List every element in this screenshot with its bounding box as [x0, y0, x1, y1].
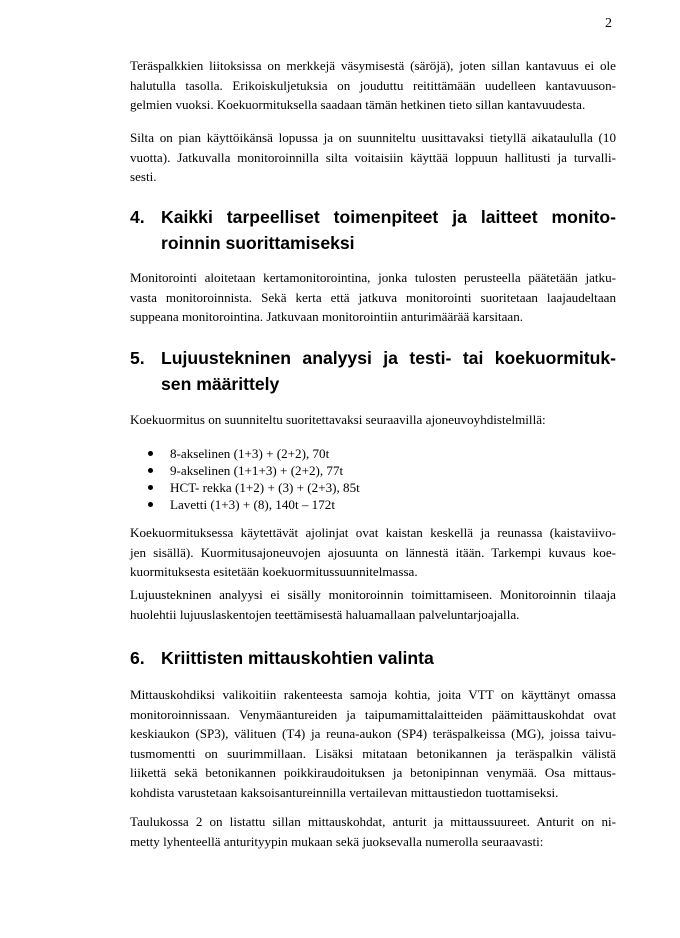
- bullet-icon: [148, 451, 153, 456]
- page-number: 2: [605, 16, 612, 31]
- bullet-icon: [148, 485, 153, 490]
- heading-line: sen määrittely: [161, 374, 280, 394]
- list-item-text: HCT- rekka (1+2) + (3) + (2+3), 85t: [170, 480, 360, 495]
- section-heading-6: [130, 645, 616, 671]
- list-item-text: 8-akselinen (1+3) + (2+2), 70t: [170, 446, 330, 461]
- text-line: monitoroinnissaan. Venymäantureiden ja taipumamittalaitteiden päämittauskohdat ovat: [130, 706, 616, 722]
- section-number: 5.: [130, 348, 145, 368]
- text-line: vasta monitoroinnista. Sekä kerta että jatkuva monitorointi suoritetaan laajaudeltaan: [130, 289, 616, 305]
- paragraph-fatigue: [130, 56, 616, 115]
- vehicle-list: [130, 445, 616, 513]
- list-item: [130, 479, 616, 496]
- text-line: metty lyhenteellä anturityypin mukaan sekä juoksevalla numerolla seuraavasti:: [130, 833, 544, 849]
- heading-line: Kaikki tarpeelliset toimenpiteet ja laitteet monito-: [161, 207, 616, 227]
- bullet-icon: [148, 468, 153, 473]
- paragraph-monitoring: [130, 268, 616, 327]
- text-line: gelmien vuoksi. Koekuormituksella saadaan tämän hetkinen tieto sillan kantavuudesta.: [130, 97, 586, 112]
- text-line: huolehtii lujuuslaskentojen teettämisestä haluamallaan palveluntarjoajalla.: [130, 606, 520, 622]
- text-line: kuormituksesta esitetään koekuormitussuunnitelmassa.: [130, 564, 418, 579]
- text-line: Monitorointi aloitetaan kertamonitorointina, jonka tulosten perusteella päätetään jatku-: [130, 270, 616, 285]
- text-line: kohdista varustetaan kaksoisantureinnilla vertailevan mittaustiedon tuottamiseksi.: [130, 784, 559, 800]
- heading-line: roinnin suorittamiseksi: [161, 233, 355, 253]
- bullet-icon: [148, 502, 153, 507]
- text-line: suppeana monitorointina. Jatkuvaan monitorointiin anturimäärää karsitaan.: [130, 309, 524, 324]
- text-line: Teräspalkkien liitoksissa on merkkejä väsymisestä (säröjä), joten sillan kantavuus ei ole: [130, 58, 616, 73]
- text-line: Lujuustekninen analyysi ei sisälly monitoroinnin toimittamiseen. Monitoroinnin tilaaja: [130, 587, 616, 602]
- paragraph-table-reference: [130, 812, 616, 851]
- list-item: [130, 445, 616, 462]
- text-line: Koekuormituksessa käytettävät ajolinjat ovat kaistan keskellä ja reunassa (kaistaviivo-: [130, 525, 616, 540]
- section-number: 6.: [130, 648, 145, 668]
- list-item-text: 9-akselinen (1+1+3) + (2+2), 77t: [170, 463, 344, 478]
- text-line: Silta on pian käyttöikänsä lopussa ja on suunniteltu uusittavaksi tietyllä aikataululla (10: [130, 130, 616, 145]
- text-line: Mittauskohdiksi valikoitiin rakenteesta samoja kohtia, joita VTT on käyttänyt omassa: [130, 687, 616, 702]
- text-line: jen sisällä). Kuormitusajoneuvojen ajosuunta on lännestä itään. Tarkempi kuvaus koe-: [130, 544, 616, 560]
- list-item-text: Lavetti (1+3) + (8), 140t – 172t: [170, 497, 335, 512]
- section-heading-4: [130, 204, 616, 256]
- paragraph-test-load-intro: [130, 410, 616, 430]
- section-heading-5: [130, 345, 616, 397]
- text-line: tusmomentti on suurimmillaan. Lisäksi mitataan betonikannen ja teräspalkin välistä: [130, 745, 616, 761]
- paragraph-strength-analysis: [130, 585, 616, 624]
- paragraph-lifetime: [130, 128, 616, 187]
- text-line: halutulla tasolla. Erikoiskuljetuksia on jouduttu reitittämään uudelleen kantavuuson-: [130, 77, 616, 93]
- text-line: liikettä sekä betonikannen poikkiraudoituksen ja betonipinnan venymää. Osa mittaus-: [130, 765, 616, 780]
- text-line: sesti.: [130, 169, 157, 184]
- heading-line: Lujuustekninen analyysi ja testi- tai koekuormituk-: [161, 348, 616, 368]
- paragraph-measurement-points: [130, 685, 616, 802]
- text-line: Taulukossa 2 on listattu sillan mittauskohdat, anturit ja mittaussuureet. Anturit on ni-: [130, 814, 616, 829]
- text-line: keskiaukon (SP3), välituen (T4) ja reuna-aukon (SP4) teräspalkeissa (MG), joissa taivu-: [130, 726, 616, 741]
- section-number: 4.: [130, 207, 145, 227]
- text-line: vuotta). Jatkuvalla monitoroinnilla silta voitaisiin käyttää loppuun hallitusti ja turvalli-: [130, 149, 616, 165]
- text-line: Koekuormitus on suunniteltu suoritettavaksi seuraavilla ajoneuvoyhdistelmillä:: [130, 412, 546, 427]
- paragraph-drive-lines: [130, 523, 616, 582]
- list-item: [130, 462, 616, 479]
- list-item: [130, 496, 616, 513]
- heading-line: Kriittisten mittauskohtien valinta: [161, 648, 434, 668]
